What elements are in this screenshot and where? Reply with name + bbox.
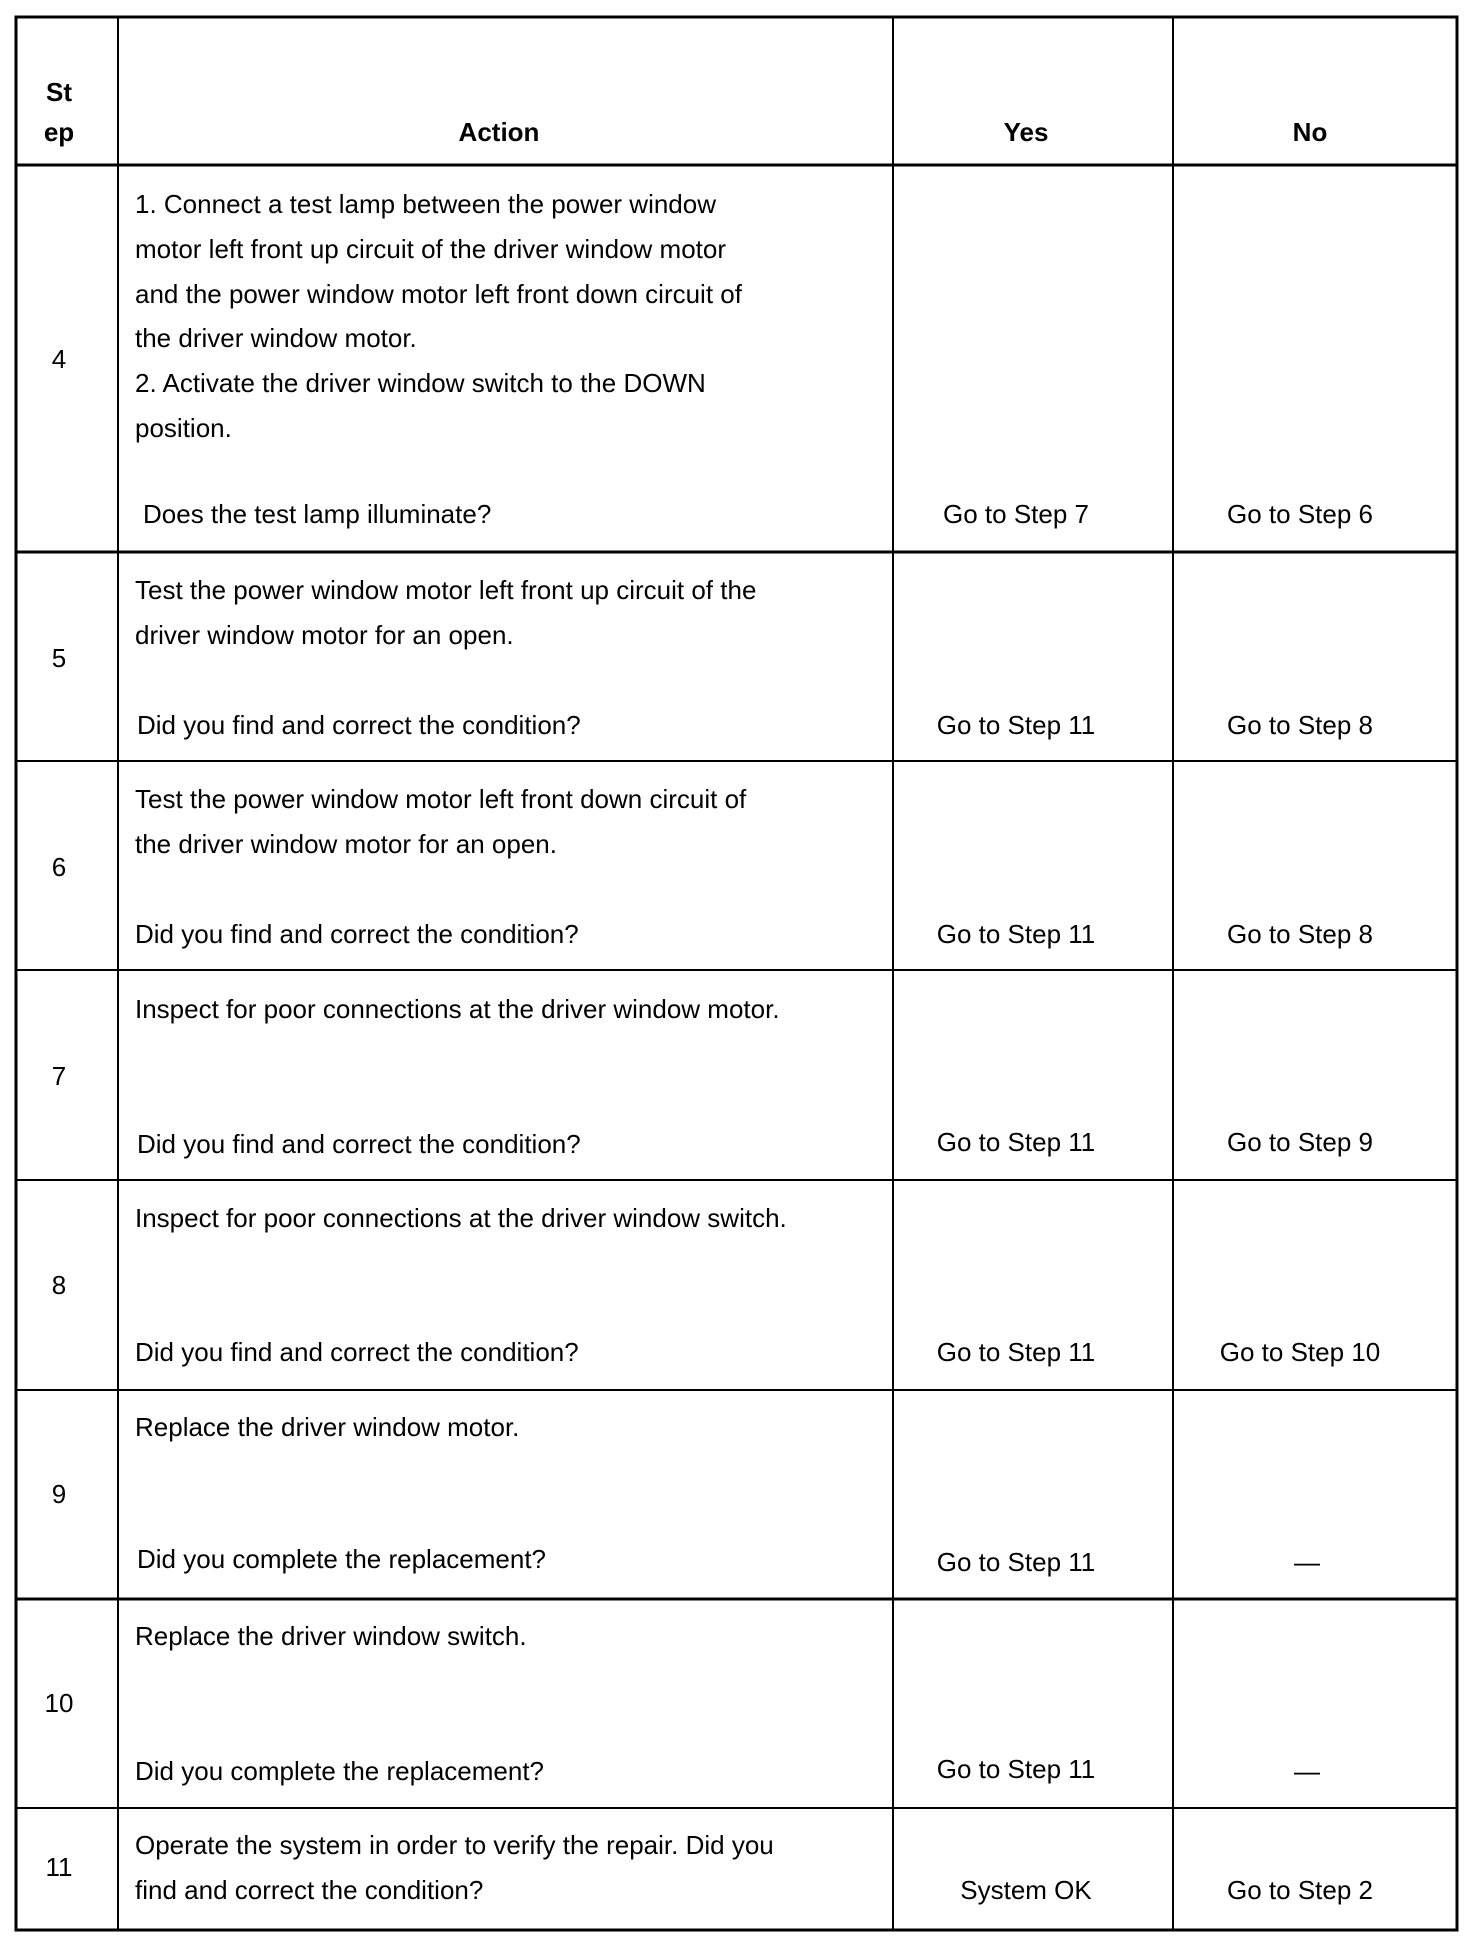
action-line: Operate the system in order to verify the repair. Did you [135, 1830, 774, 1860]
action-line: the driver window motor for an open. [135, 829, 557, 859]
step-number: 4 [51, 344, 67, 374]
step-number: 8 [51, 1270, 67, 1300]
action-line: Replace the driver window switch. [135, 1621, 527, 1651]
action-question: Did you find and correct the condition? [137, 710, 581, 740]
yes-result: Go to Step 11 [936, 919, 1096, 949]
action-line: Inspect for poor connections at the driver window switch. [135, 1203, 787, 1233]
no-result: Go to Step 10 [1219, 1337, 1381, 1367]
step-number: 7 [51, 1061, 67, 1091]
yes-result: Go to Step 7 [943, 499, 1089, 529]
no-result: — [1294, 1756, 1320, 1786]
header-no: No [1292, 117, 1328, 147]
action-question: Did you find and correct the condition? [135, 919, 579, 949]
action-line: 2. Activate the driver window switch to the DOWN [135, 368, 706, 398]
yes-result: System OK [960, 1875, 1092, 1905]
no-result: Go to Step 8 [1227, 710, 1373, 740]
header-step-line1: St [46, 77, 72, 107]
step-number: 9 [51, 1479, 67, 1509]
no-result: Go to Step 9 [1227, 1127, 1373, 1157]
action-line: Replace the driver window motor. [135, 1412, 520, 1442]
header-yes: Yes [1003, 117, 1049, 147]
action-line: Test the power window motor left front down circuit of [135, 784, 747, 814]
action-line: the driver window motor. [135, 323, 417, 353]
no-result: Go to Step 2 [1227, 1875, 1373, 1905]
action-line: find and correct the condition? [135, 1875, 484, 1905]
step-number: 10 [44, 1688, 74, 1718]
no-result: Go to Step 8 [1227, 919, 1373, 949]
yes-result: Go to Step 11 [936, 710, 1096, 740]
action-line: 1. Connect a test lamp between the power window [135, 189, 717, 219]
action-line: Inspect for poor connections at the driver window motor. [135, 994, 780, 1024]
step-number: 11 [45, 1852, 73, 1882]
action-question: Did you find and correct the condition? [137, 1129, 581, 1159]
action-question: Does the test lamp illuminate? [143, 499, 492, 529]
header-step-line2: ep [43, 117, 75, 147]
action-question: Did you complete the replacement? [135, 1756, 545, 1786]
action-line: and the power window motor left front down circuit of [135, 279, 742, 309]
header-action: Action [458, 117, 540, 147]
action-line: position. [135, 413, 232, 443]
yes-result: Go to Step 11 [936, 1337, 1096, 1367]
action-line: Test the power window motor left front up circuit of the [135, 575, 757, 605]
action-line: driver window motor for an open. [135, 620, 514, 650]
no-result: Go to Step 6 [1227, 499, 1373, 529]
yes-result: Go to Step 11 [936, 1754, 1096, 1784]
action-line: motor left front up circuit of the driver window motor [135, 234, 727, 264]
action-question: Did you find and correct the condition? [135, 1337, 579, 1367]
yes-result: Go to Step 11 [936, 1547, 1096, 1577]
yes-result: Go to Step 11 [936, 1127, 1096, 1157]
action-question: Did you complete the replacement? [137, 1544, 547, 1574]
no-result: — [1294, 1547, 1320, 1577]
step-number: 5 [51, 643, 67, 673]
step-number: 6 [51, 852, 67, 882]
